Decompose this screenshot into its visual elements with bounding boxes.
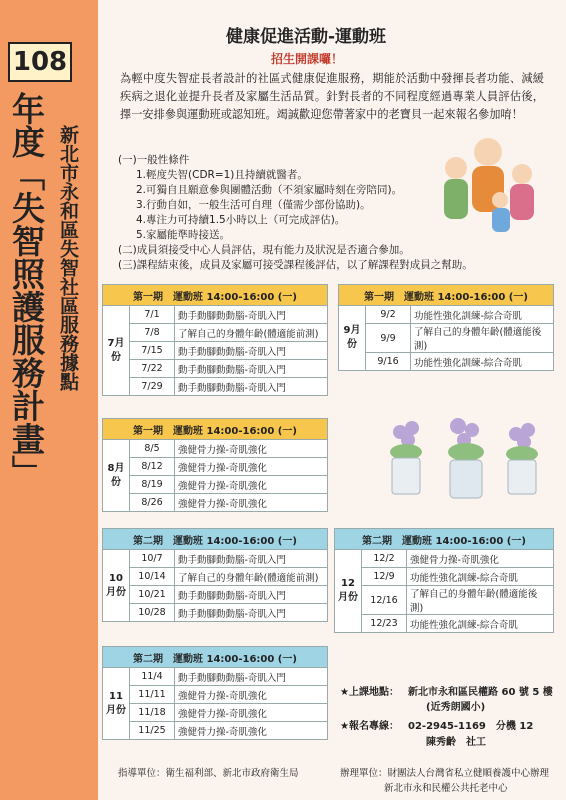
table-cell: 強健骨力操-奇肌強化 [175,440,328,458]
table-cell: 7/8 [130,324,175,342]
table-header: 第二期 運動班 14:00-16:00 (一) [335,529,554,550]
condition-item: 2.可獨自且願意參與團體活動（不須家屬時刻在旁陪同)。 [136,184,403,196]
table-cell: 9/2 [366,306,411,324]
table-cell: 了解自己的身體年齡(體適能前測) [175,568,328,586]
table-cell: 7/22 [130,360,175,378]
schedule-table-november [102,646,328,740]
schedule-table-october [102,528,328,622]
flower-pots-illustration [378,418,548,502]
program-title: 年度「失智照護服務計畫」 [7,92,46,488]
table-cell: 7/15 [130,342,175,360]
table-cell: 8/12 [130,458,175,476]
table-cell: 了解自己的身體年齡(體適能前測) [175,324,328,342]
table-header: 第一期 運動班 14:00-16:00 (一) [339,285,554,306]
table-header: 第一期 運動班 14:00-16:00 (一) [103,285,328,306]
table-header: 第二期 運動班 14:00-16:00 (一) [103,647,328,668]
table-cell: 強健骨力操-奇肌強化 [175,722,328,740]
location-address: 新北市永和區民權路 60 號 5 樓 [408,687,553,698]
phone-label: ★報名專線： [340,721,399,732]
condition-3: (三)課程結束後，成員及家屬可接受課程後評估，以了解課程對成員之幫助。 [118,259,473,271]
schedule-table-december [334,528,554,633]
phone-number: 02-2945-1169 分機 12 [408,721,534,732]
table-cell: 12/23 [362,615,407,633]
condition-heading: (一)一般性條件 [118,154,190,166]
table-cell: 11/11 [130,686,175,704]
table-cell: 動手動腳動動腦-奇肌入門 [175,550,328,568]
table-cell: 10/21 [130,586,175,604]
table-cell: 功能性強化訓練-綜合奇肌 [407,615,554,633]
table-cell: 強健骨力操-奇肌強化 [175,704,328,722]
table-cell: 強健骨力操-奇肌強化 [175,686,328,704]
schedule-table-september [338,284,554,371]
intro-paragraph: 為輕中度失智症長者設計的社區式健康促進服務，期能於活動中發揮長者功能、減緩疾病之退化並提升長者及家屬生活品質。針對長者的不同程度經過專業人員評估後，擇一安排參與運動班或認知班。竭誠歡迎您帶著家中的老寶貝一起來報名參加唷！ [120,72,544,121]
table-cell: 7/1 [130,306,175,324]
table-cell: 11/4 [130,668,175,686]
table-cell: 8/19 [130,476,175,494]
table-cell: 動手動腳動動腦-奇肌入門 [175,378,328,396]
program-subtitle: 新北市永和區失智社區服務據點 [57,125,79,391]
table-cell: 9/16 [366,353,411,371]
recruit-banner: 招生開課囉！ [271,52,344,66]
table-cell: 11/18 [130,704,175,722]
month-label: 8月份 [103,440,130,512]
condition-item: 5.家屬能準時接送。 [136,229,231,241]
table-header: 第一期 運動班 14:00-16:00 (一) [103,419,328,440]
sidebar [0,0,98,800]
month-label: 9月份 [339,306,366,371]
year-badge: 108 [8,42,72,82]
table-cell: 動手動腳動動腦-奇肌入門 [175,668,328,686]
table-cell: 動手動腳動動腦-奇肌入門 [175,604,328,622]
host-unit-2: 新北市永和民權公共托老中心 [384,783,508,794]
table-cell: 強健骨力操-奇肌強化 [175,476,328,494]
table-cell: 8/26 [130,494,175,512]
table-cell: 12/2 [362,550,407,568]
family-illustration [430,130,548,238]
schedule-table-july [102,284,328,396]
month-label: 7月份 [103,306,130,396]
condition-2: (二)成員須接受中心人員評估，現有能力及狀況是否適合參加。 [118,244,410,256]
condition-item: 1.輕度失智(CDR=1)且持續就醫者。 [136,169,308,181]
schedule-table-august [102,418,328,512]
table-header: 第二期 運動班 14:00-16:00 (一) [103,529,328,550]
table-cell: 功能性強化訓練-綜合奇肌 [411,353,554,371]
contact-person: 陳秀齡 社工 [426,737,486,748]
condition-item: 4.專注力可持續1.5小時以上（可完成評估)。 [136,214,346,226]
condition-item: 3.行動自如，一般生活可自理（僅需少部份協助)。 [136,199,371,211]
table-cell: 強健骨力操-奇肌強化 [175,458,328,476]
table-cell: 10/28 [130,604,175,622]
table-cell: 動手動腳動動腦-奇肌入門 [175,586,328,604]
table-cell: 了解自己的身體年齡(體適能後測) [411,324,554,353]
table-cell: 了解自己的身體年齡(體適能後測) [407,586,554,615]
table-cell: 動手動腳動動腦-奇肌入門 [175,360,328,378]
table-cell: 強健骨力操-奇肌強化 [175,494,328,512]
table-cell: 動手動腳動動腦-奇肌入門 [175,306,328,324]
table-cell: 強健骨力操-奇肌強化 [407,550,554,568]
table-cell: 10/14 [130,568,175,586]
table-cell: 功能性強化訓練-綜合奇肌 [411,306,554,324]
table-cell: 動手動腳動動腦-奇肌入門 [175,342,328,360]
guide-unit: 指導單位：衛生福利部、新北市政府衛生局 [118,768,299,779]
month-label: 11月份 [103,668,130,740]
table-cell: 9/9 [366,324,411,353]
table-cell: 功能性強化訓練-綜合奇肌 [407,568,554,586]
page-title: 健康促進活動-運動班 [226,27,387,47]
table-cell: 8/5 [130,440,175,458]
month-label: 10月份 [103,550,130,622]
location-label: ★上課地點： [340,687,399,698]
table-cell: 10/7 [130,550,175,568]
table-cell: 7/29 [130,378,175,396]
location-note: (近秀朗國小) [426,702,486,713]
table-cell: 12/16 [362,586,407,615]
host-unit: 辦理單位：財團法人台灣省私立健順養護中心辦理 [340,768,550,779]
month-label: 12月份 [335,550,362,633]
table-cell: 12/9 [362,568,407,586]
table-cell: 11/25 [130,722,175,740]
